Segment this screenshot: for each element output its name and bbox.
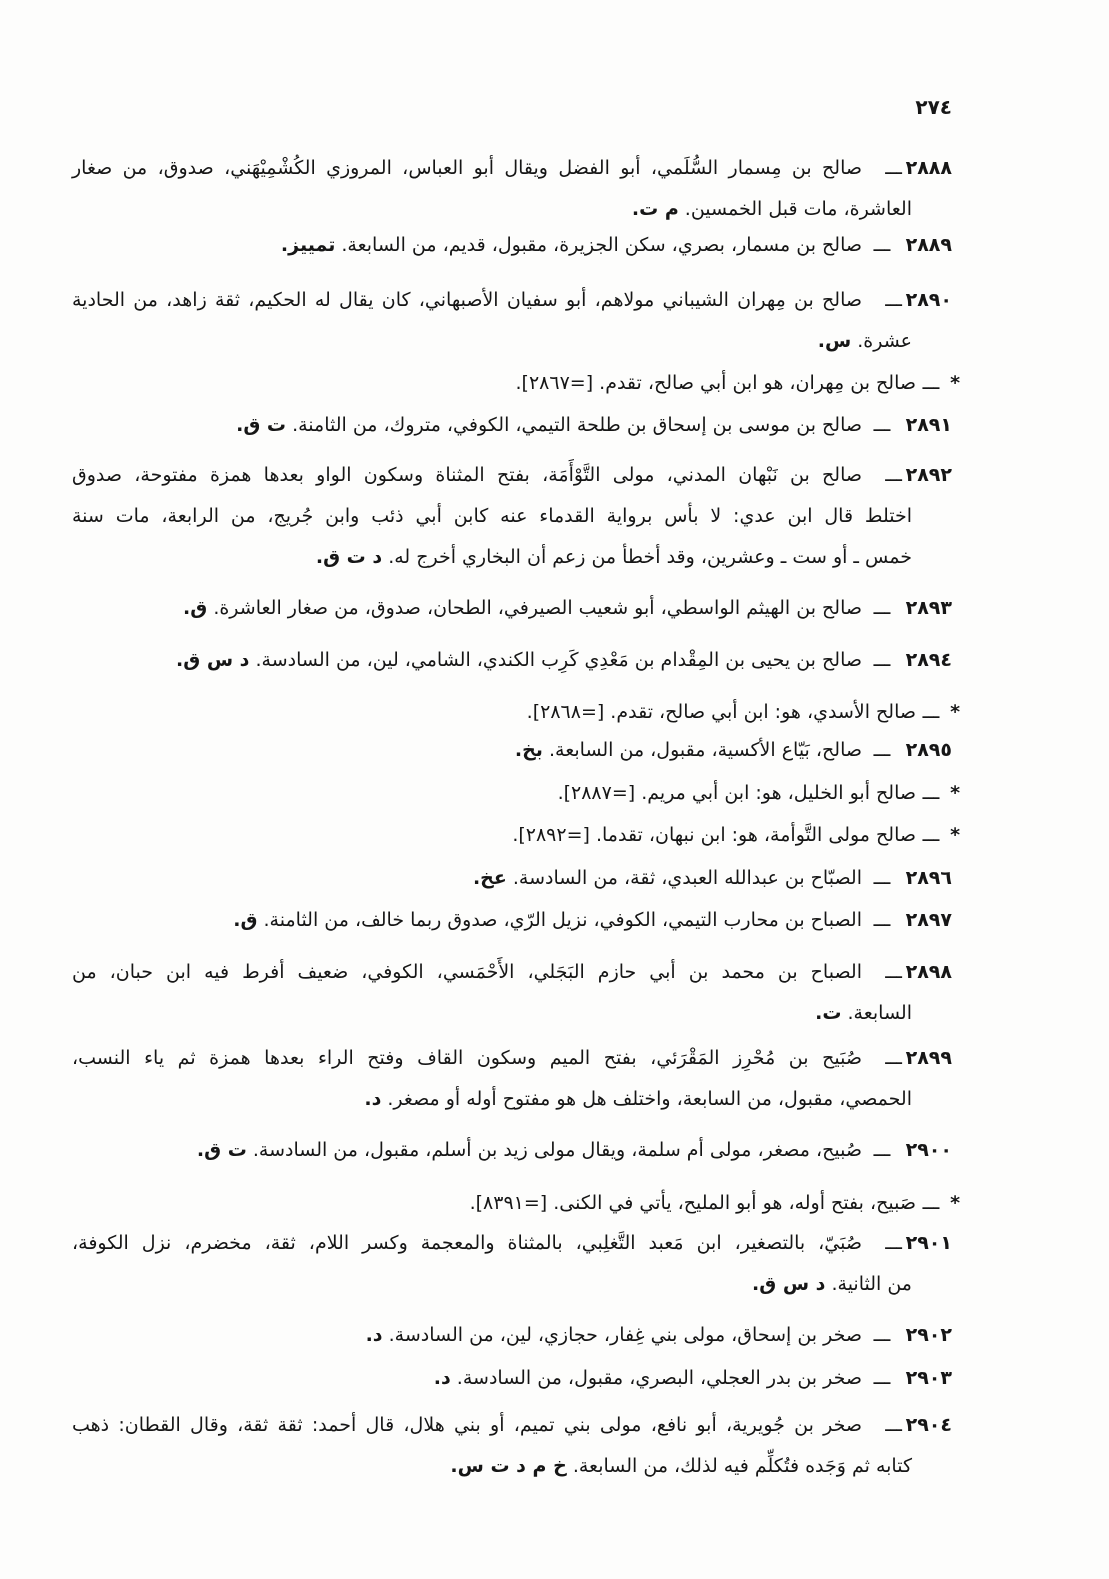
entry-text: صخر بن إسحاق، مولى بني غِفار، حجازي، لين، من السادسة. <box>388 1324 862 1346</box>
entry-line <box>72 588 952 629</box>
entry-dash: ـــ <box>885 1232 902 1254</box>
entry-line <box>72 640 952 681</box>
entry-dash: ـــ <box>885 157 902 179</box>
entry-line <box>72 1315 952 1356</box>
entry-dash: ـــ <box>873 649 891 671</box>
entry-text: صالح بن مِهران الشيباني مولاهم، أبو سفيان الأصبهاني، كان يقال له الحكيم، ثقة زاهد، من الحادية <box>72 289 862 311</box>
entry-line <box>72 1223 952 1264</box>
entry-number: ٢٨٩٩ <box>905 1047 952 1069</box>
entry-line <box>72 815 960 856</box>
entry-text: صُبَيّ، بالتصغير، ابن مَعبد التَّغلِبي، بالمثناة والمعجمة وكسر اللام، ثقة، مخضرم، نزل الكوفة، <box>72 1232 862 1254</box>
entry-text: عشرة. <box>857 330 912 352</box>
entry-dash: ـــ <box>873 739 891 761</box>
biography-entry <box>72 1223 952 1305</box>
entry-line <box>72 321 952 362</box>
entry-text: الصبّاح بن عبدالله العبدي، ثقة، من السادسة. <box>512 867 862 889</box>
biography-entry <box>72 588 952 629</box>
entry-dash: ـــ <box>873 867 891 889</box>
entry-text: الصباح بن محمد بن أبي حازم البَجَلي، الأَحْمَسي، الكوفي، ضعيف أفرط فيه ابن حبان، من <box>72 961 862 983</box>
entry-line <box>72 952 952 993</box>
entry-line <box>72 148 952 189</box>
biography-entry <box>72 280 952 362</box>
biography-entry <box>72 1358 952 1399</box>
entry-line <box>72 1358 952 1399</box>
entry-text: صالح بن يحيى بن المِقْدام بن مَعْدِي كَرِب الكندي، الشامي، لين، من السادسة. <box>255 649 862 671</box>
entry-dash: ـــ <box>922 824 940 846</box>
entry-text: كتابه ثم وَجَده فتُكلِّم فيه لذلك، من السابعة. <box>572 1455 912 1477</box>
rijal-sigla: ت. <box>815 1002 842 1024</box>
biography-entry <box>72 405 952 446</box>
entry-text: اختلط قال ابن عدي: لا بأس برواية القدماء عنه كابن أبي ذئب وابن جُريج، من الرابعة، مات سنة <box>72 505 912 527</box>
entry-dash: ـــ <box>873 414 891 436</box>
entry-dash: ـــ <box>922 372 940 394</box>
page-number: ٢٧٤ <box>915 95 952 119</box>
entry-line <box>72 280 952 321</box>
entry-line <box>72 225 952 266</box>
entry-dash: ـــ <box>922 1192 940 1214</box>
entry-text: الصباح بن محارب التيمي، الكوفي، نزيل الرّي، صدوق ربما خالف، من الثامنة. <box>263 909 862 931</box>
entry-number: ٢٨٩٤ <box>905 649 952 671</box>
entry-dash: ـــ <box>885 961 902 983</box>
entry-text: صالح بن مسمار، بصري، سكن الجزيرة، مقبول، قديم، من السابعة. <box>341 234 862 256</box>
entry-line <box>72 537 952 578</box>
cross-reference-asterisk: * <box>950 782 960 804</box>
entry-dash: ـــ <box>873 234 891 256</box>
rijal-sigla: د س ق. <box>176 649 250 671</box>
entry-text: صالح الأسدي، هو: ابن أبي صالح، تقدم. [=٢٨٦٨]. <box>526 701 916 723</box>
entry-text: صالح بن مِهران، هو ابن أبي صالح، تقدم. [=٢٨٦٧]. <box>515 372 916 394</box>
entry-text: صالح بن الهيثم الواسطي، أبو شعيب الصيرفي، الطحان، صدوق، من صغار العاشرة. <box>213 597 862 619</box>
biography-entry <box>72 952 952 1034</box>
entry-number: ٢٨٩٧ <box>905 909 952 931</box>
entry-line <box>72 496 952 537</box>
biography-entry <box>72 1038 952 1120</box>
biography-entry <box>72 640 952 681</box>
entry-number: ٢٨٩٠ <box>905 289 952 311</box>
entry-number: ٢٨٩٥ <box>905 739 952 761</box>
entry-dash: ـــ <box>885 464 902 486</box>
entry-dash: ـــ <box>922 782 940 804</box>
cross-reference-asterisk: * <box>950 1192 960 1214</box>
rijal-sigla: م ت. <box>631 198 679 220</box>
entry-text: من الثانية. <box>831 1273 912 1295</box>
cross-reference-asterisk: * <box>950 701 960 723</box>
cross-reference-asterisk: * <box>950 824 960 846</box>
entry-number: ٢٨٩٢ <box>905 464 952 486</box>
entry-line <box>72 405 952 446</box>
rijal-sigla: خ م د ت س. <box>450 1455 567 1477</box>
entry-text: صالح بن نَبْهان المدني، مولى التَّوْأَمَة، بفتح المثناة وسكون الواو بعدها همزة مفتوحة، صدوق <box>72 464 862 486</box>
biography-entry <box>72 225 952 266</box>
biography-entry <box>72 900 952 941</box>
entry-line <box>72 1446 952 1487</box>
entry-dash: ـــ <box>873 1324 891 1346</box>
entry-number: ٢٨٩٣ <box>905 597 952 619</box>
rijal-sigla: بخ. <box>514 739 543 761</box>
entry-dash: ـــ <box>885 1414 902 1436</box>
cross-reference-asterisk: * <box>950 372 960 394</box>
rijal-sigla: س. <box>817 330 852 352</box>
rijal-sigla: د. <box>433 1367 451 1389</box>
entry-line <box>72 1079 952 1120</box>
entry-number: ٢٨٩١ <box>905 414 952 436</box>
entry-line <box>72 900 952 941</box>
entry-line <box>72 363 960 404</box>
biography-entry <box>72 1315 952 1356</box>
entry-text: العاشرة، مات قبل الخمسين. <box>684 198 912 220</box>
rijal-sigla: ق. <box>233 909 258 931</box>
entry-dash: ـــ <box>873 1367 891 1389</box>
entry-line <box>72 692 960 733</box>
entry-line <box>72 1130 952 1171</box>
biography-entry <box>72 148 952 230</box>
entry-line <box>72 189 952 230</box>
biography-entry <box>72 1405 952 1487</box>
rijal-sigla: د س ق. <box>752 1273 826 1295</box>
entry-number: ٢٩٠٤ <box>905 1414 952 1436</box>
biography-entry <box>72 858 952 899</box>
entry-line <box>72 730 952 771</box>
entry-dash: ـــ <box>873 597 891 619</box>
entry-text: صُبيح، مصغر، مولى أم سلمة، ويقال مولى زيد بن أسلم، مقبول، من السادسة. <box>252 1139 862 1161</box>
entry-number: ٢٨٩٦ <box>905 867 952 889</box>
entry-number: ٢٩٠٢ <box>905 1324 952 1346</box>
biography-entry <box>72 1130 952 1171</box>
entry-text: صَبيح، بفتح أوله، هو أبو المليح، يأتي في الكنى. [=٨٣٩١]. <box>469 1192 916 1214</box>
biography-entry <box>72 455 952 578</box>
entry-number: ٢٩٠٣ <box>905 1367 952 1389</box>
entry-text: صالح بن مِسمار السُّلَمي، أبو الفضل ويقال أبو العباس، المروزي الكُشْمِيْهَني، صدوق، من صغار <box>72 157 862 179</box>
cross-reference-entry <box>72 773 960 814</box>
entry-number: ٢٨٩٨ <box>905 961 952 983</box>
entry-line <box>72 1183 960 1224</box>
entry-number: ٢٨٨٩ <box>905 234 952 256</box>
entry-text: السابعة. <box>847 1002 912 1024</box>
entry-text: صخر بن بدر العجلي، البصري، مقبول، من السادسة. <box>456 1367 862 1389</box>
rijal-sigla: ت ق. <box>196 1139 247 1161</box>
entry-text: صالح مولى التَّوأمة، هو: ابن نبهان، تقدما. [=٢٨٩٢]. <box>512 824 916 846</box>
entry-line <box>72 1405 952 1446</box>
rijal-sigla: ت ق. <box>236 414 287 436</box>
entry-text: الحمصي، مقبول، من السابعة، واختلف هل هو مفتوح أوله أو مصغر. <box>387 1088 912 1110</box>
entry-number: ٢٩٠٠ <box>905 1139 952 1161</box>
entry-dash: ـــ <box>922 701 940 723</box>
entry-dash: ـــ <box>885 289 902 311</box>
entry-line <box>72 993 952 1034</box>
cross-reference-entry <box>72 815 960 856</box>
entry-line <box>72 1038 952 1079</box>
rijal-sigla: تمييز. <box>280 234 336 256</box>
entry-dash: ـــ <box>873 909 891 931</box>
entry-text: صالح، بَيّاع الأكسية، مقبول، من السابعة. <box>548 739 862 761</box>
entry-line <box>72 773 960 814</box>
entry-line <box>72 858 952 899</box>
entry-text: صالح أبو الخليل، هو: ابن أبي مريم. [=٢٨٨٧]. <box>557 782 916 804</box>
entry-line <box>72 1264 952 1305</box>
entry-number: ٢٨٨٨ <box>905 157 952 179</box>
entry-dash: ـــ <box>873 1139 891 1161</box>
rijal-sigla: ق. <box>183 597 208 619</box>
biography-entry <box>72 730 952 771</box>
entry-text: صخر بن جُويرية، أبو نافع، مولى بني تميم، أو بني هلال، قال أحمد: ثقة ثقة، وقال القطان: ذهب <box>72 1414 862 1436</box>
entry-number: ٢٩٠١ <box>905 1232 952 1254</box>
entry-line <box>72 455 952 496</box>
rijal-sigla: د. <box>364 1088 382 1110</box>
rijal-sigla: عخ. <box>472 867 507 889</box>
rijal-sigla: د ت ق. <box>315 546 383 568</box>
cross-reference-entry <box>72 363 960 404</box>
cross-reference-entry <box>72 692 960 733</box>
rijal-sigla: د. <box>365 1324 383 1346</box>
entry-text: صالح بن موسى بن إسحاق بن طلحة التيمي، الكوفي، متروك، من الثامنة. <box>292 414 862 436</box>
entry-text: صُبَيح بن مُحْرِز المَقْرَئي، بفتح الميم وسكون القاف وفتح الراء بعدها همزة ثم ياء النسب، <box>72 1047 862 1069</box>
cross-reference-entry <box>72 1183 960 1224</box>
entry-dash: ـــ <box>885 1047 902 1069</box>
entry-text: خمس ـ أو ست ـ وعشرين، وقد أخطأ من زعم أن البخاري أخرج له. <box>388 546 912 568</box>
